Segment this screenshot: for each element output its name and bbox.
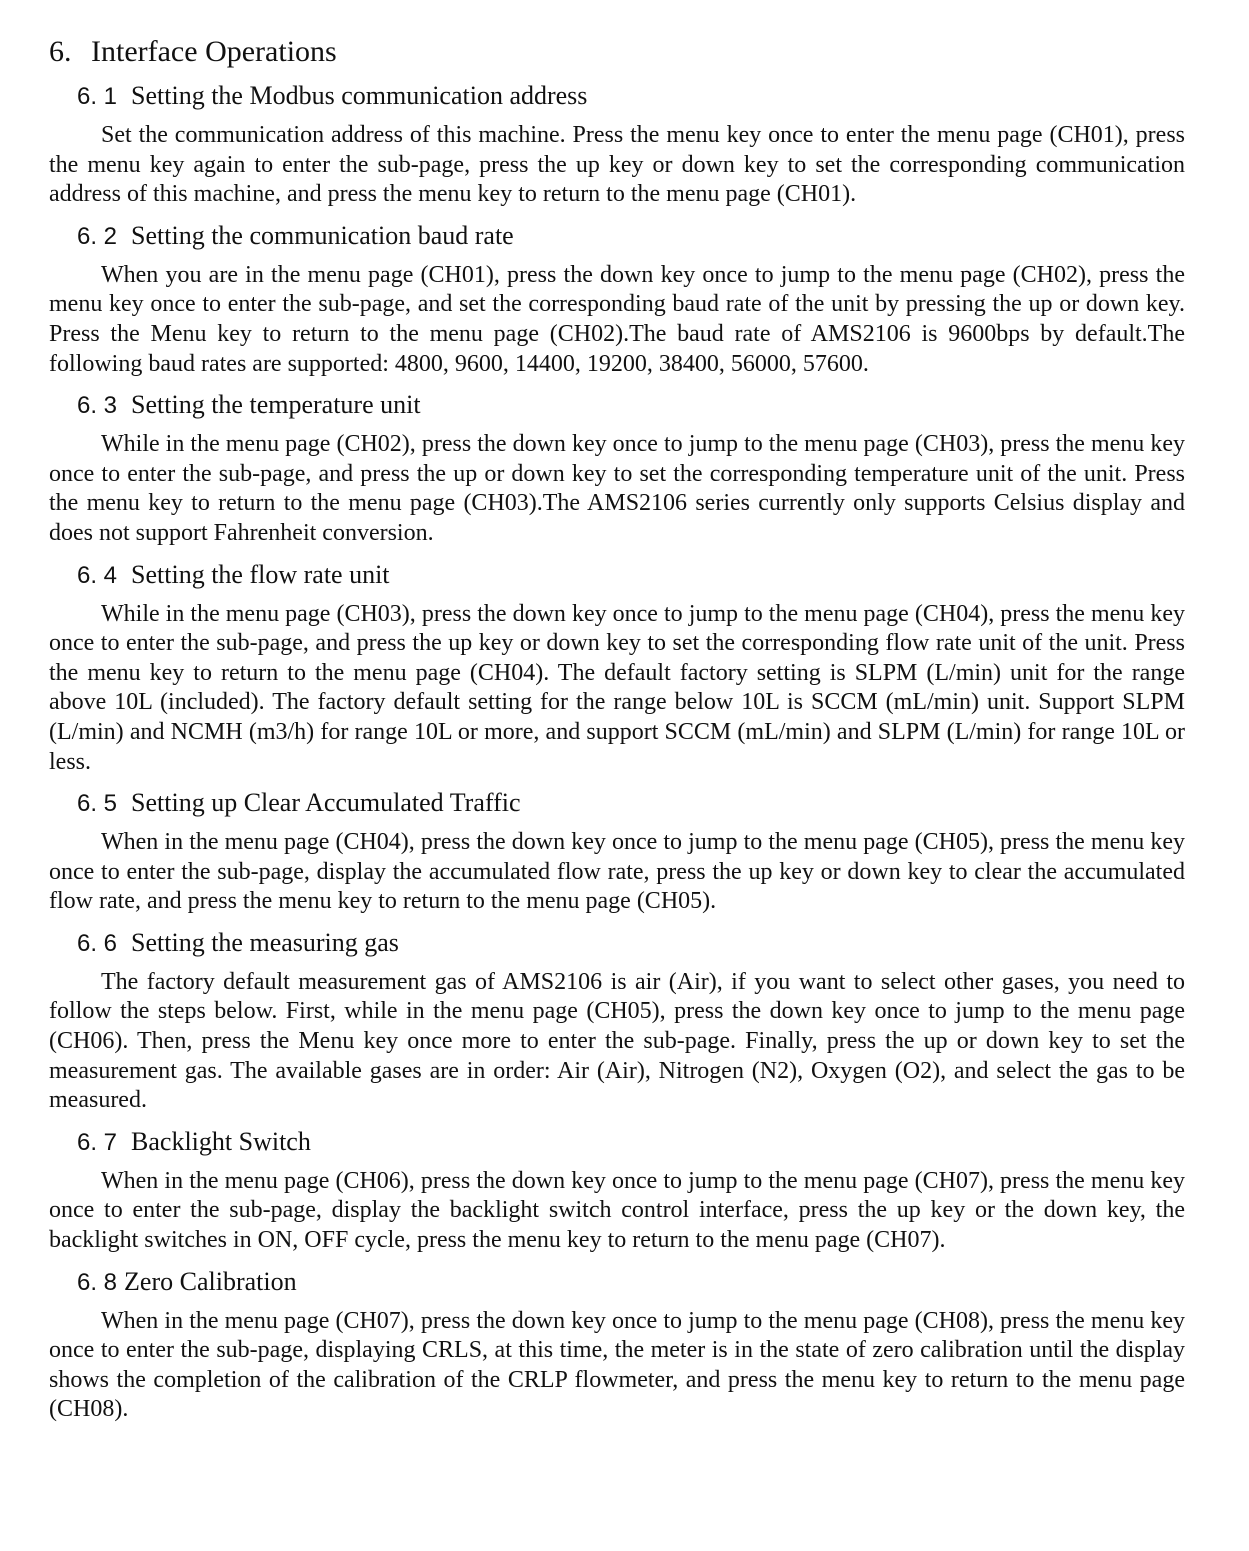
section-number: 6. 4: [77, 561, 118, 589]
section-number: 6. 5: [77, 790, 118, 818]
chapter-title: Interface Operations: [91, 35, 337, 68]
section-heading: [77, 1263, 1185, 1302]
section-number: 6. 7: [77, 1128, 118, 1156]
section-number: 6. 3: [77, 392, 118, 420]
section-number: 6. 1: [77, 83, 118, 110]
section-6-4: [49, 556, 1185, 778]
section-body: When in the menu page (CH07), press the down key once to jump to the menu page (CH08), press the menu key once to enter the sub-page, displaying CRLS, at this time, the meter is in the state of zero calibration until the display shows the completion of the calibration of the CRLP flowmeter, and press the menu key to return to the menu page (CH08).: [49, 1307, 1185, 1423]
section-heading: [77, 1123, 1185, 1162]
section-number: 6. 2: [77, 222, 118, 250]
section-title: Setting the communication baud rate: [131, 220, 514, 250]
section-title: Setting the flow rate unit: [131, 559, 390, 589]
document-page: [49, 30, 1185, 1432]
section-heading: [77, 386, 1185, 425]
section-heading: [77, 924, 1185, 963]
section-6-1: [49, 77, 1185, 210]
chapter-number: 6.: [49, 35, 72, 68]
section-6-6: [49, 924, 1185, 1116]
section-heading: [77, 77, 1185, 116]
section-number: 6. 6: [77, 929, 118, 957]
section-title: Setting the temperature unit: [131, 390, 421, 420]
section-body: When in the menu page (CH04), press the down key once to jump to the menu page (CH05), press the menu key once to enter the sub-page, display the accumulated flow rate, press the up key or down key to clear the accumulated flow rate, and press the menu key to return to the menu page (CH05).: [49, 829, 1185, 915]
section-body: While in the menu page (CH02), press the down key once to jump to the menu page (CH03), press the menu key once to enter the sub-page, and press the up or down key to set the corresponding temperature unit of the unit. Press the menu key to return to the menu page (CH03).The AMS2106 series currently only supports Celsius display and does not support Fahrenheit conversion.: [49, 431, 1185, 546]
section-title: Setting the Modbus communication address: [131, 81, 588, 110]
section-body: The factory default measurement gas of AMS2106 is air (Air), if you want to select other gases, you need to follow the steps below. First, while in the menu page (CH05), press the down key once to jump to the menu page (CH06). Then, press the Menu key once more to enter the sub-page. Finally, press the up or down key to set the measurement gas. The available gases are in order: Air (Air), Nitrogen (N2), Oxygen (O2), and select the gas to be measured.: [49, 968, 1185, 1114]
section-6-3: [49, 386, 1185, 548]
section-title: Setting up Clear Accumulated Traffic: [131, 788, 521, 818]
section-heading: [77, 784, 1185, 823]
section-6-2: [49, 217, 1185, 379]
section-6-8: [49, 1263, 1185, 1425]
chapter-heading: [49, 30, 1185, 74]
section-title: Backlight Switch: [131, 1126, 311, 1156]
section-body: When you are in the menu page (CH01), press the down key once to jump to the menu page (CH02), press the menu key once to enter the sub-page, and set the corresponding baud rate of the unit by pressing the up or down key. Press the Menu key to return to the menu page (CH02).The baud rate of AMS2106 is 9600bps by default.The following baud rates are supported: 4800, 9600, 14400, 19200, 38400, 56000, 57600.: [49, 261, 1185, 377]
section-6-5: [49, 784, 1185, 917]
section-heading: [77, 556, 1185, 595]
section-number: 6. 8: [77, 1268, 118, 1296]
section-heading: [77, 217, 1185, 256]
section-body: While in the menu page (CH03), press the down key once to jump to the menu page (CH04), press the menu key once to enter the sub-page, and press the up key or down key to set the corresponding flow rate unit of the unit. Press the menu key to return to the menu page (CH04). The default factory setting is SLPM (L/min) unit for the range above 10L (included). The factory default setting for the range below 10L is SCCM (mL/min) unit. Support SLPM (L/min) and NCMH (m3/h) for range 10L or more, and support SCCM (mL/min) and SLPM (L/min) for range 10L or less.: [49, 600, 1185, 775]
section-body: Set the communication address of this machine. Press the menu key once to enter the menu page (CH01), press the menu key again to enter the sub-page, press the up key or down key to set the corresponding communication address of this machine, and press the menu key to return to the menu page (CH01).: [49, 122, 1185, 208]
section-6-7: [49, 1123, 1185, 1256]
section-title: Setting the measuring gas: [131, 927, 399, 957]
section-body: When in the menu page (CH06), press the down key once to jump to the menu page (CH07), press the menu key once to enter the sub-page, display the backlight switch control interface, press the up key or the down key, the backlight switches in ON, OFF cycle, press the menu key to return to the menu page (CH07).: [49, 1167, 1185, 1254]
section-title: Zero Calibration: [124, 1266, 297, 1296]
